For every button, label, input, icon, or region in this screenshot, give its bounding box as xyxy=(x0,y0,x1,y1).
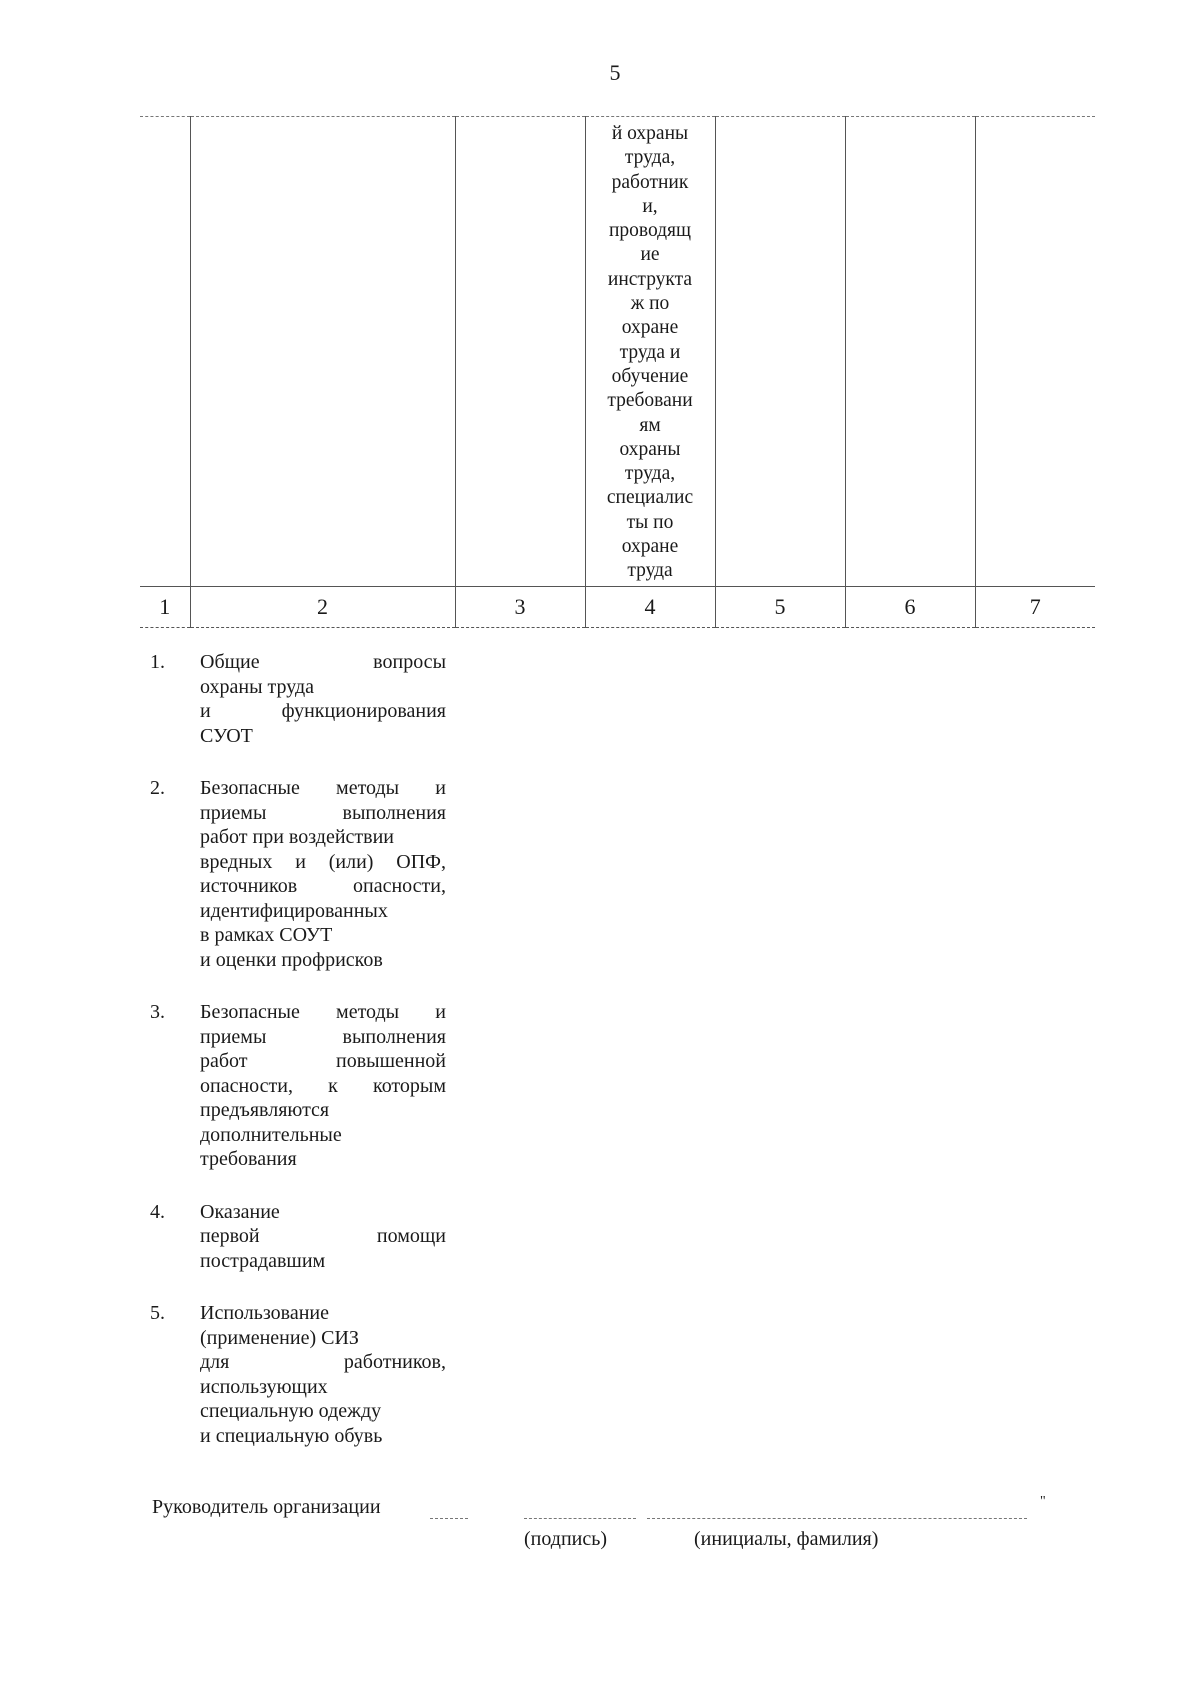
item-text-line: и оценки профрисков xyxy=(200,948,383,971)
item-number: 1. xyxy=(150,651,165,673)
column-number: 4 xyxy=(585,587,715,628)
list-item xyxy=(140,1000,470,1172)
item-text-line: специальную одежду xyxy=(200,1400,382,1422)
column-number: 5 xyxy=(715,587,845,628)
item-text-line: для работников, xyxy=(200,1351,446,1373)
item-text-line: Безопасные методы и xyxy=(200,1001,446,1023)
item-text-line: СУОТ xyxy=(200,724,253,747)
item-text-line: Использование xyxy=(200,1302,329,1324)
item-text-line: работ при воздействии xyxy=(200,826,395,848)
item-text xyxy=(200,1000,446,1172)
continuation-text-line: работник xyxy=(611,171,689,193)
table-cell xyxy=(140,117,190,587)
table-cell-col4 xyxy=(585,117,715,587)
continuation-text-line: ие xyxy=(640,244,660,266)
item-text-line: дополнительные xyxy=(200,1123,342,1146)
column-number: 1 xyxy=(140,587,190,628)
continuation-text-line: обучение xyxy=(611,365,689,387)
item-number: 3. xyxy=(150,1001,165,1023)
quote-mark: " xyxy=(1040,1494,1046,1509)
training-program-table xyxy=(140,116,1095,628)
column-number: 2 xyxy=(190,587,455,628)
continuation-text-line: труда, xyxy=(624,463,676,485)
continuation-text-line: труда и xyxy=(619,341,681,363)
item-text-line: Оказание xyxy=(200,1200,280,1223)
list-item xyxy=(140,1301,470,1448)
signature-line xyxy=(430,1518,468,1519)
table-cell xyxy=(190,117,455,587)
item-number: 4. xyxy=(150,1200,165,1223)
item-text-line: и специальную обувь xyxy=(200,1424,383,1447)
training-topics-list xyxy=(140,650,470,1476)
list-item xyxy=(140,776,470,972)
item-text xyxy=(200,1200,446,1274)
column-number: 7 xyxy=(975,587,1095,628)
item-number: 5. xyxy=(150,1302,165,1324)
continuation-text-line: и, xyxy=(642,195,658,217)
item-text-line: использующих xyxy=(200,1375,328,1398)
continuation-text-line: й охраны xyxy=(611,123,689,144)
item-text-line: источников опасности, xyxy=(200,875,446,897)
item-text-line: первой помощи xyxy=(200,1225,446,1247)
item-text xyxy=(200,1301,446,1448)
column-number: 6 xyxy=(845,587,975,628)
continuation-text-line: специалис xyxy=(606,487,694,509)
name-caption: (инициалы, фамилия) xyxy=(694,1528,879,1550)
table-continuation-row xyxy=(140,117,1095,587)
table-cell xyxy=(845,117,975,587)
continuation-text-line: охраны xyxy=(619,438,681,460)
continuation-text xyxy=(586,117,715,584)
item-text-line: (применение) СИЗ xyxy=(200,1326,359,1349)
item-text-line: работ повышенной xyxy=(200,1050,446,1072)
item-text-line: опасности, к которым xyxy=(200,1074,446,1097)
item-text-line: охраны труда xyxy=(200,675,315,698)
continuation-text-line: ты по xyxy=(626,511,674,533)
item-text-line: и функционирования xyxy=(200,700,446,722)
table-cell xyxy=(975,117,1095,587)
continuation-text-line: проводящ xyxy=(608,220,692,242)
item-text xyxy=(200,776,446,972)
item-text-line: приемы выполнения xyxy=(200,801,446,824)
table-cell xyxy=(715,117,845,587)
signature-caption: (подпись) xyxy=(524,1528,608,1550)
column-number: 3 xyxy=(455,587,585,628)
item-text xyxy=(200,650,446,748)
item-text-line: пострадавшим xyxy=(200,1249,326,1272)
continuation-text-line: ж по xyxy=(630,293,670,315)
name-line xyxy=(647,1518,1027,1519)
item-text-line: вредных и (или) ОПФ, xyxy=(200,850,446,873)
list-item xyxy=(140,650,470,748)
signature-label: Руководитель организации xyxy=(152,1496,381,1518)
item-text-line: идентифицированных xyxy=(200,899,388,922)
continuation-text-line: труда, xyxy=(624,147,676,169)
item-text-line: требования xyxy=(200,1148,297,1170)
item-text-line: в рамках СОУТ xyxy=(200,924,333,946)
signature-line xyxy=(524,1518,636,1519)
continuation-text-line: требовани xyxy=(607,390,693,412)
item-text-line: приемы выполнения xyxy=(200,1025,446,1048)
item-text-line: Общие вопросы xyxy=(200,651,446,673)
continuation-text-line: инструкта xyxy=(607,268,693,290)
continuation-text-line: охране xyxy=(621,317,679,339)
signature-block xyxy=(152,1496,1052,1566)
list-item xyxy=(140,1200,470,1274)
continuation-text-line: охране xyxy=(621,536,679,558)
table-cell xyxy=(455,117,585,587)
item-text-line: Безопасные методы и xyxy=(200,777,446,799)
column-number-row xyxy=(140,587,1095,628)
continuation-text-line: труда xyxy=(627,560,673,582)
continuation-text-line: ям xyxy=(639,414,661,436)
item-number: 2. xyxy=(150,777,165,799)
page-number: 5 xyxy=(609,60,621,85)
item-text-line: предъявляются xyxy=(200,1099,330,1121)
